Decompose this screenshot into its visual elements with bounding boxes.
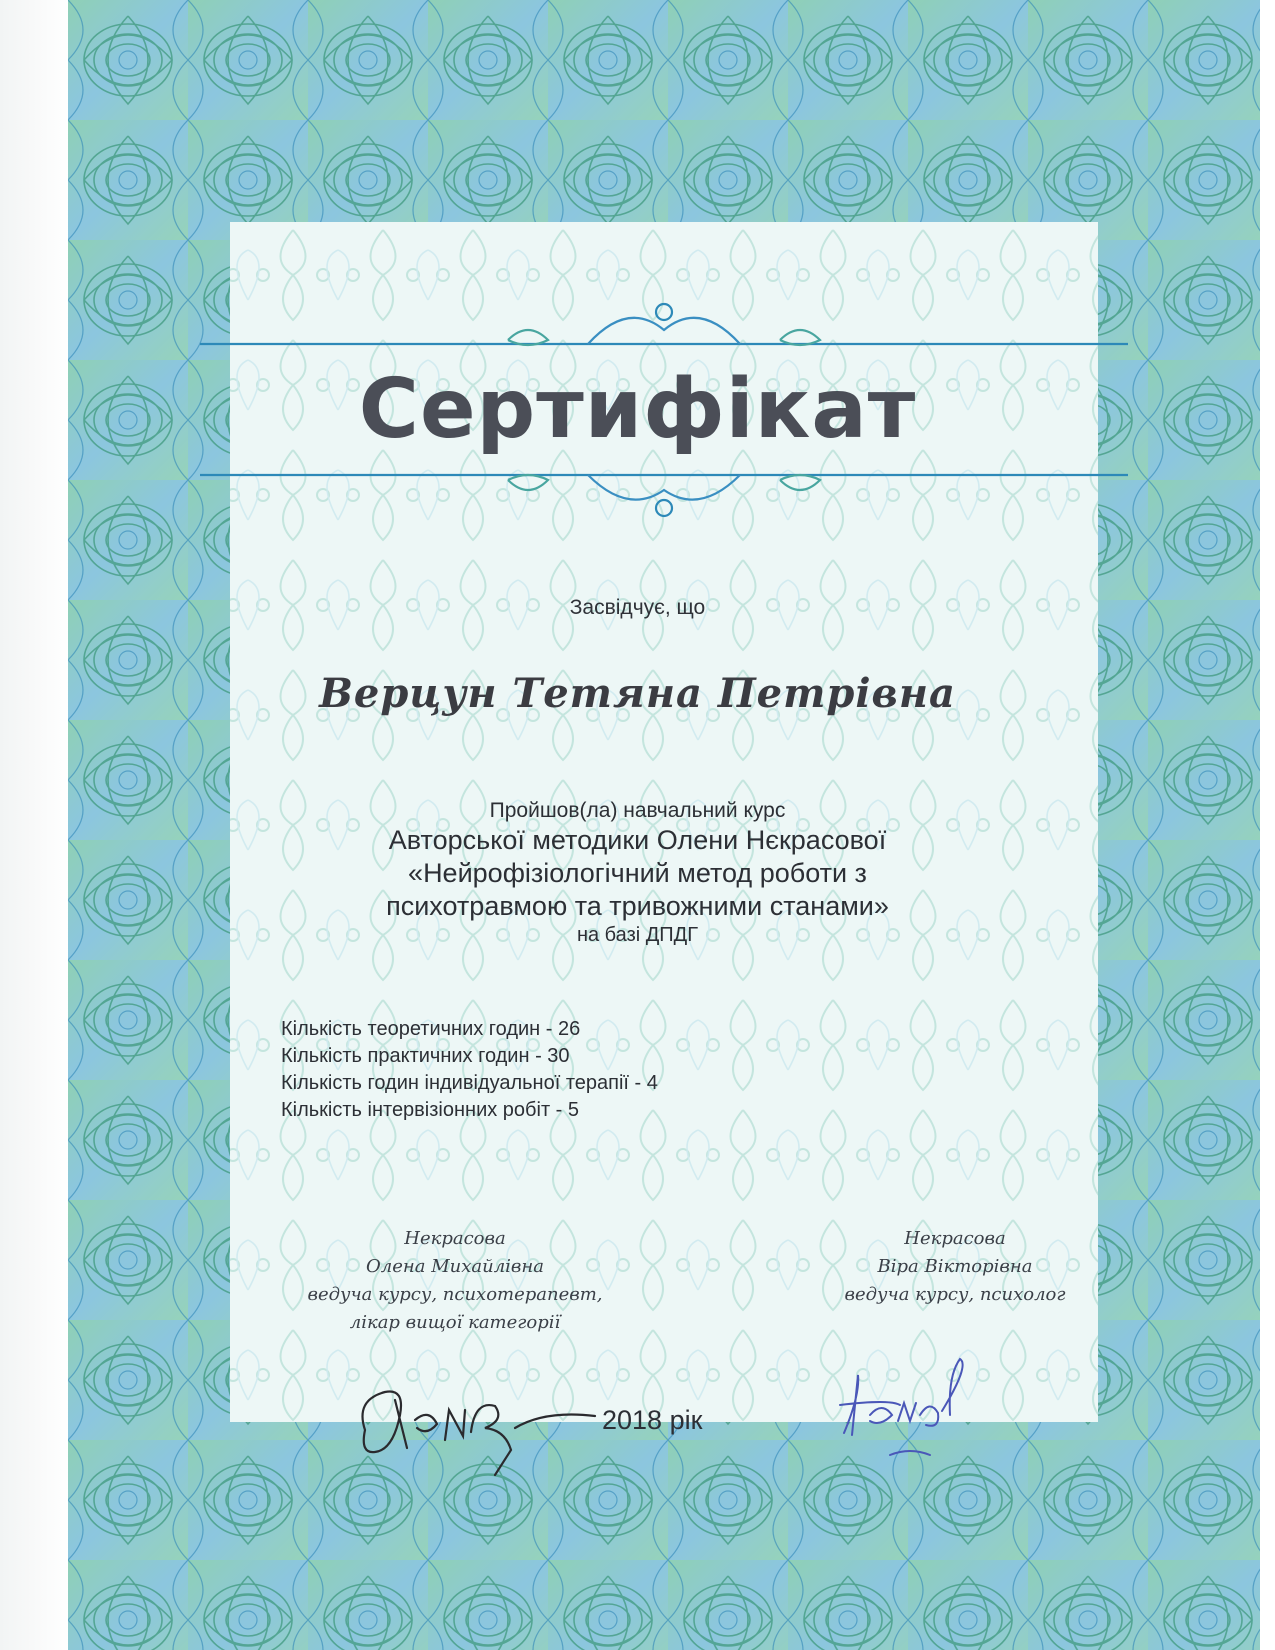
- signatory-right-surname: Некрасова: [904, 1228, 1006, 1249]
- course-description: [0, 798, 1275, 947]
- signatory-left-role-2: лікар вищої категорії: [349, 1312, 561, 1333]
- issue-year: 2018 рік: [602, 1405, 703, 1435]
- hours-list: [281, 1016, 658, 1124]
- hours-therapy: Кількість годин індивідуальної терапії - 4: [281, 1072, 658, 1094]
- course-title-line-3: психотравмою та тривожними станами»: [386, 891, 889, 921]
- hours-theory: Кількість теоретичних годин - 26: [281, 1018, 581, 1040]
- hours-practice: Кількість практичних годин - 30: [281, 1045, 570, 1067]
- course-intro: Пройшов(ла) навчальний курс: [489, 799, 786, 822]
- hours-intervision: Кількість інтервізіонних робіт - 5: [281, 1099, 580, 1121]
- signatory-right-role: ведуча курсу, психолог: [844, 1284, 1066, 1305]
- course-title-line-2: «Нейрофізіологічний метод роботи з: [408, 858, 867, 888]
- signatory-left-name: Олена Михайлівна: [366, 1256, 544, 1277]
- recipient-name: Верцун Тетяна Петрівна: [319, 670, 956, 717]
- signature-left: [345, 1370, 605, 1480]
- certificate-title: Сертифікат: [358, 362, 917, 457]
- certifies-that: Засвідчує, що: [569, 596, 706, 619]
- course-base: на базі ДПДГ: [576, 924, 699, 946]
- signature-right: [830, 1355, 1020, 1465]
- course-title-line-1: Авторської методики Олени Нєкрасової: [388, 825, 887, 855]
- signatory-right: [830, 1225, 1080, 1309]
- signatory-left-role: ведуча курсу, психотерапевт,: [307, 1284, 603, 1305]
- signatory-right-name: Віра Вікторівна: [877, 1256, 1033, 1277]
- signatory-left: [290, 1225, 620, 1337]
- signatory-left-surname: Некрасова: [404, 1228, 506, 1249]
